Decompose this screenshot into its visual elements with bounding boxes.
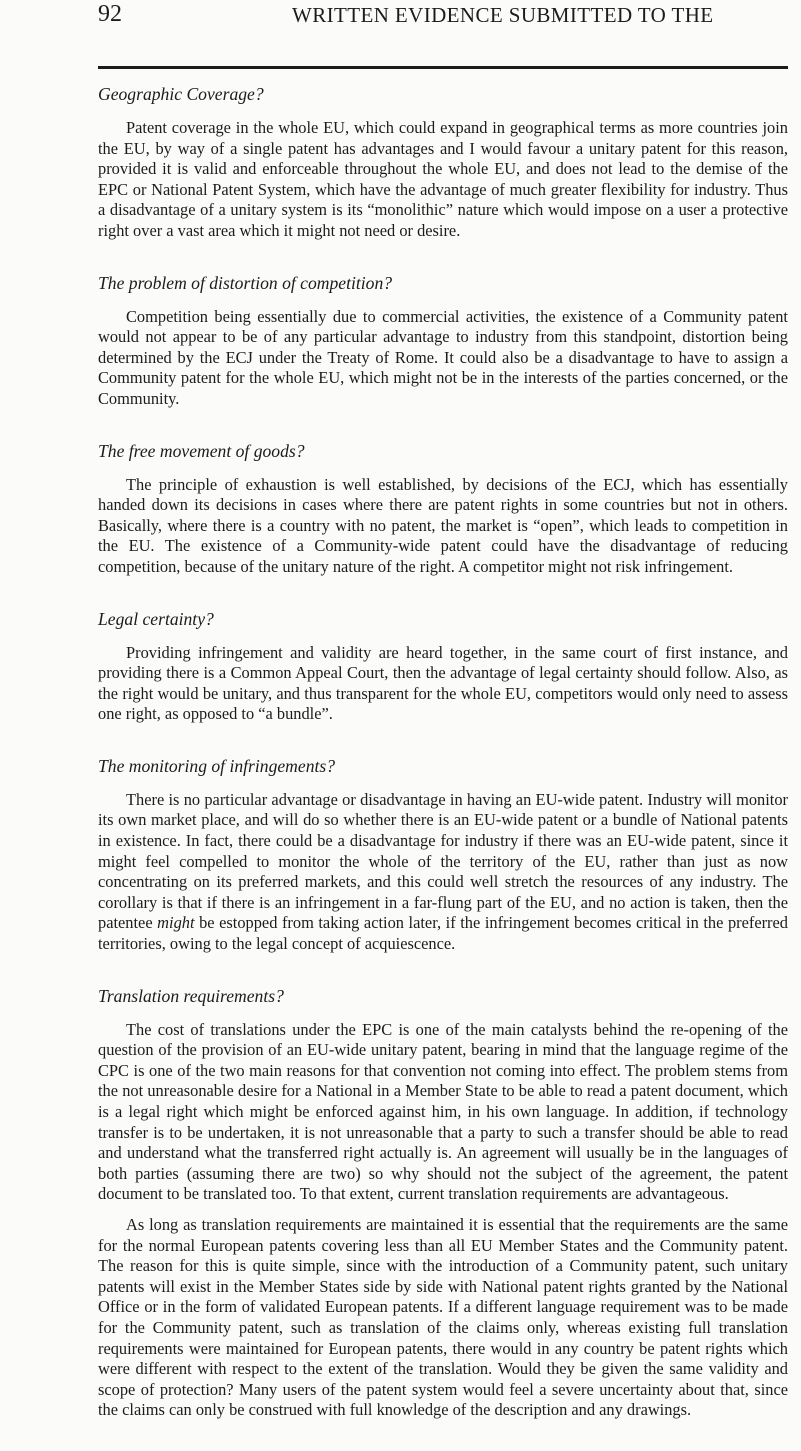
emphasis: might: [157, 913, 195, 933]
paragraph: The cost of translations under the EPC is one of the main catalysts behind the re-opening of the question of the provision of an EU-wide unitary patent, bearing in mind that the language regime of the CPC is one of the two main reasons for that convention not coming into effect. The problem stems from the not unreasonable desire for a National in a Member State to be able to read a patent document, which is a legal right which might be enforced against him, in his own language. In addition, if technology transfer is to be undertaken, it is not unreasonable that a party to such a transfer should be able to read and understand what the transferred right actually is. An agreement will usually be in the languages of both parties (assuming there are two) so why should not the subject of the agreement, the patent document to be translated too. To that extent, current translation requirements are advantageous.: [98, 1019, 788, 1204]
body-text: [98, 83, 788, 1451]
section-legal-certainty: [98, 608, 788, 725]
section-heading: Legal certainty?: [98, 608, 214, 629]
running-header: [98, 0, 788, 72]
page-number: 92: [98, 1, 122, 27]
section-heading: Translation requirements?: [98, 985, 284, 1006]
paragraph: Providing infringement and validity are heard together, in the same court of first instance, and providing there is a Common Appeal Court, then the advantage of legal certainty should follow. Also, as the right would be unitary, and thus transparent for the whole EU, competitors would only need to assess one right, as opposed to “a bundle”.: [98, 642, 788, 724]
section-heading: Geographic Coverage?: [98, 84, 264, 104]
section-geographic-coverage: [98, 83, 788, 242]
section-heading: The monitoring of infringements?: [98, 755, 336, 776]
paragraph: There is no particular advantage or disadvantage in having an EU-wide patent. Industry will monitor its own market place, and will do so whether there is an EU-wide patent or a bundle of National patents in existence. In fact, there could be a disadvantage for industry if there was an EU-wide patent, since it might feel compelled to monitor the whole of the territory of the EU, rather than just as now concentrating on its preferred markets, and this could well stretch the resources of any industry. The corollary is that if there is an infringement in a far-flung part of the EU, and no action is taken, then the patentee might be estopped from taking action later, if the infringement becomes critical in the preferred territories, owing to the legal concept of acquiescence.: [98, 789, 788, 954]
section-monitoring-of-infringements: [98, 755, 788, 955]
section-heading: The problem of distortion of competition?: [98, 272, 393, 293]
section-translation-requirements: [98, 985, 788, 1421]
section-distortion-of-competition: [98, 272, 788, 410]
paragraph: Patent coverage in the whole EU, which could expand in geographical terms as more countries join the EU, by way of a single patent has advantages and I would favour a unitary patent for this reason, provided it is valid and enforceable throughout the whole EU, and does not lead to the demise of the EPC or National Patent System, which have the advantage of much greater flexibility for industry. Thus a disadvantage of a unitary system is its “monolithic” nature which would impose on a user a protective right over a vast area which it might not need or desire.: [98, 118, 788, 240]
section-free-movement-of-goods: [98, 440, 788, 578]
paragraph: As long as translation requirements are maintained it is essential that the requirements are the same for the normal European patents covering less than all EU Member States and the Community patent. The reason for this is quite simple, since with the introduction of a Community patent, such unitary patents will exist in the Member States side by side with National patent rights granted by the National Office or in the form of validated European patents. If a different language requirement was to be made for the Community patent, such as translation of the claims only, whereas existing full translation requirements were maintained for European patents, there would in any country be patent rights which were different with respect to the extent of the translation. Would they be given the same validity and scope of protection? Many users of the patent system would feel a severe uncertainty about that, since the claims can only be construed with full knowledge of the description and any drawings.: [98, 1214, 788, 1420]
paragraph: Competition being essentially due to commercial activities, the existence of a Community patent would not appear to be of any particular advantage to industry from this standpoint, distortion being determined by the ECJ under the Treaty of Rome. It could also be a disadvantage to have to assign a Community patent for the whole EU, which might not be in the interests of the parties concerned, or the Community.: [98, 306, 788, 408]
running-title: WRITTEN EVIDENCE SUBMITTED TO THE: [292, 3, 714, 27]
paragraph: The principle of exhaustion is well established, by decisions of the ECJ, which has essentially handed down its decisions in cases where there are patent rights in some countries but not in others. Basically, where there is a country with no patent, the market is “open”, which leads to competition in the EU. The existence of a Community-wide patent could have the disadvantage of reducing competition, because of the unitary nature of the right. A competitor might not risk infringement.: [98, 474, 788, 576]
header-rule: [98, 66, 788, 69]
section-heading: The free movement of goods?: [98, 440, 305, 461]
